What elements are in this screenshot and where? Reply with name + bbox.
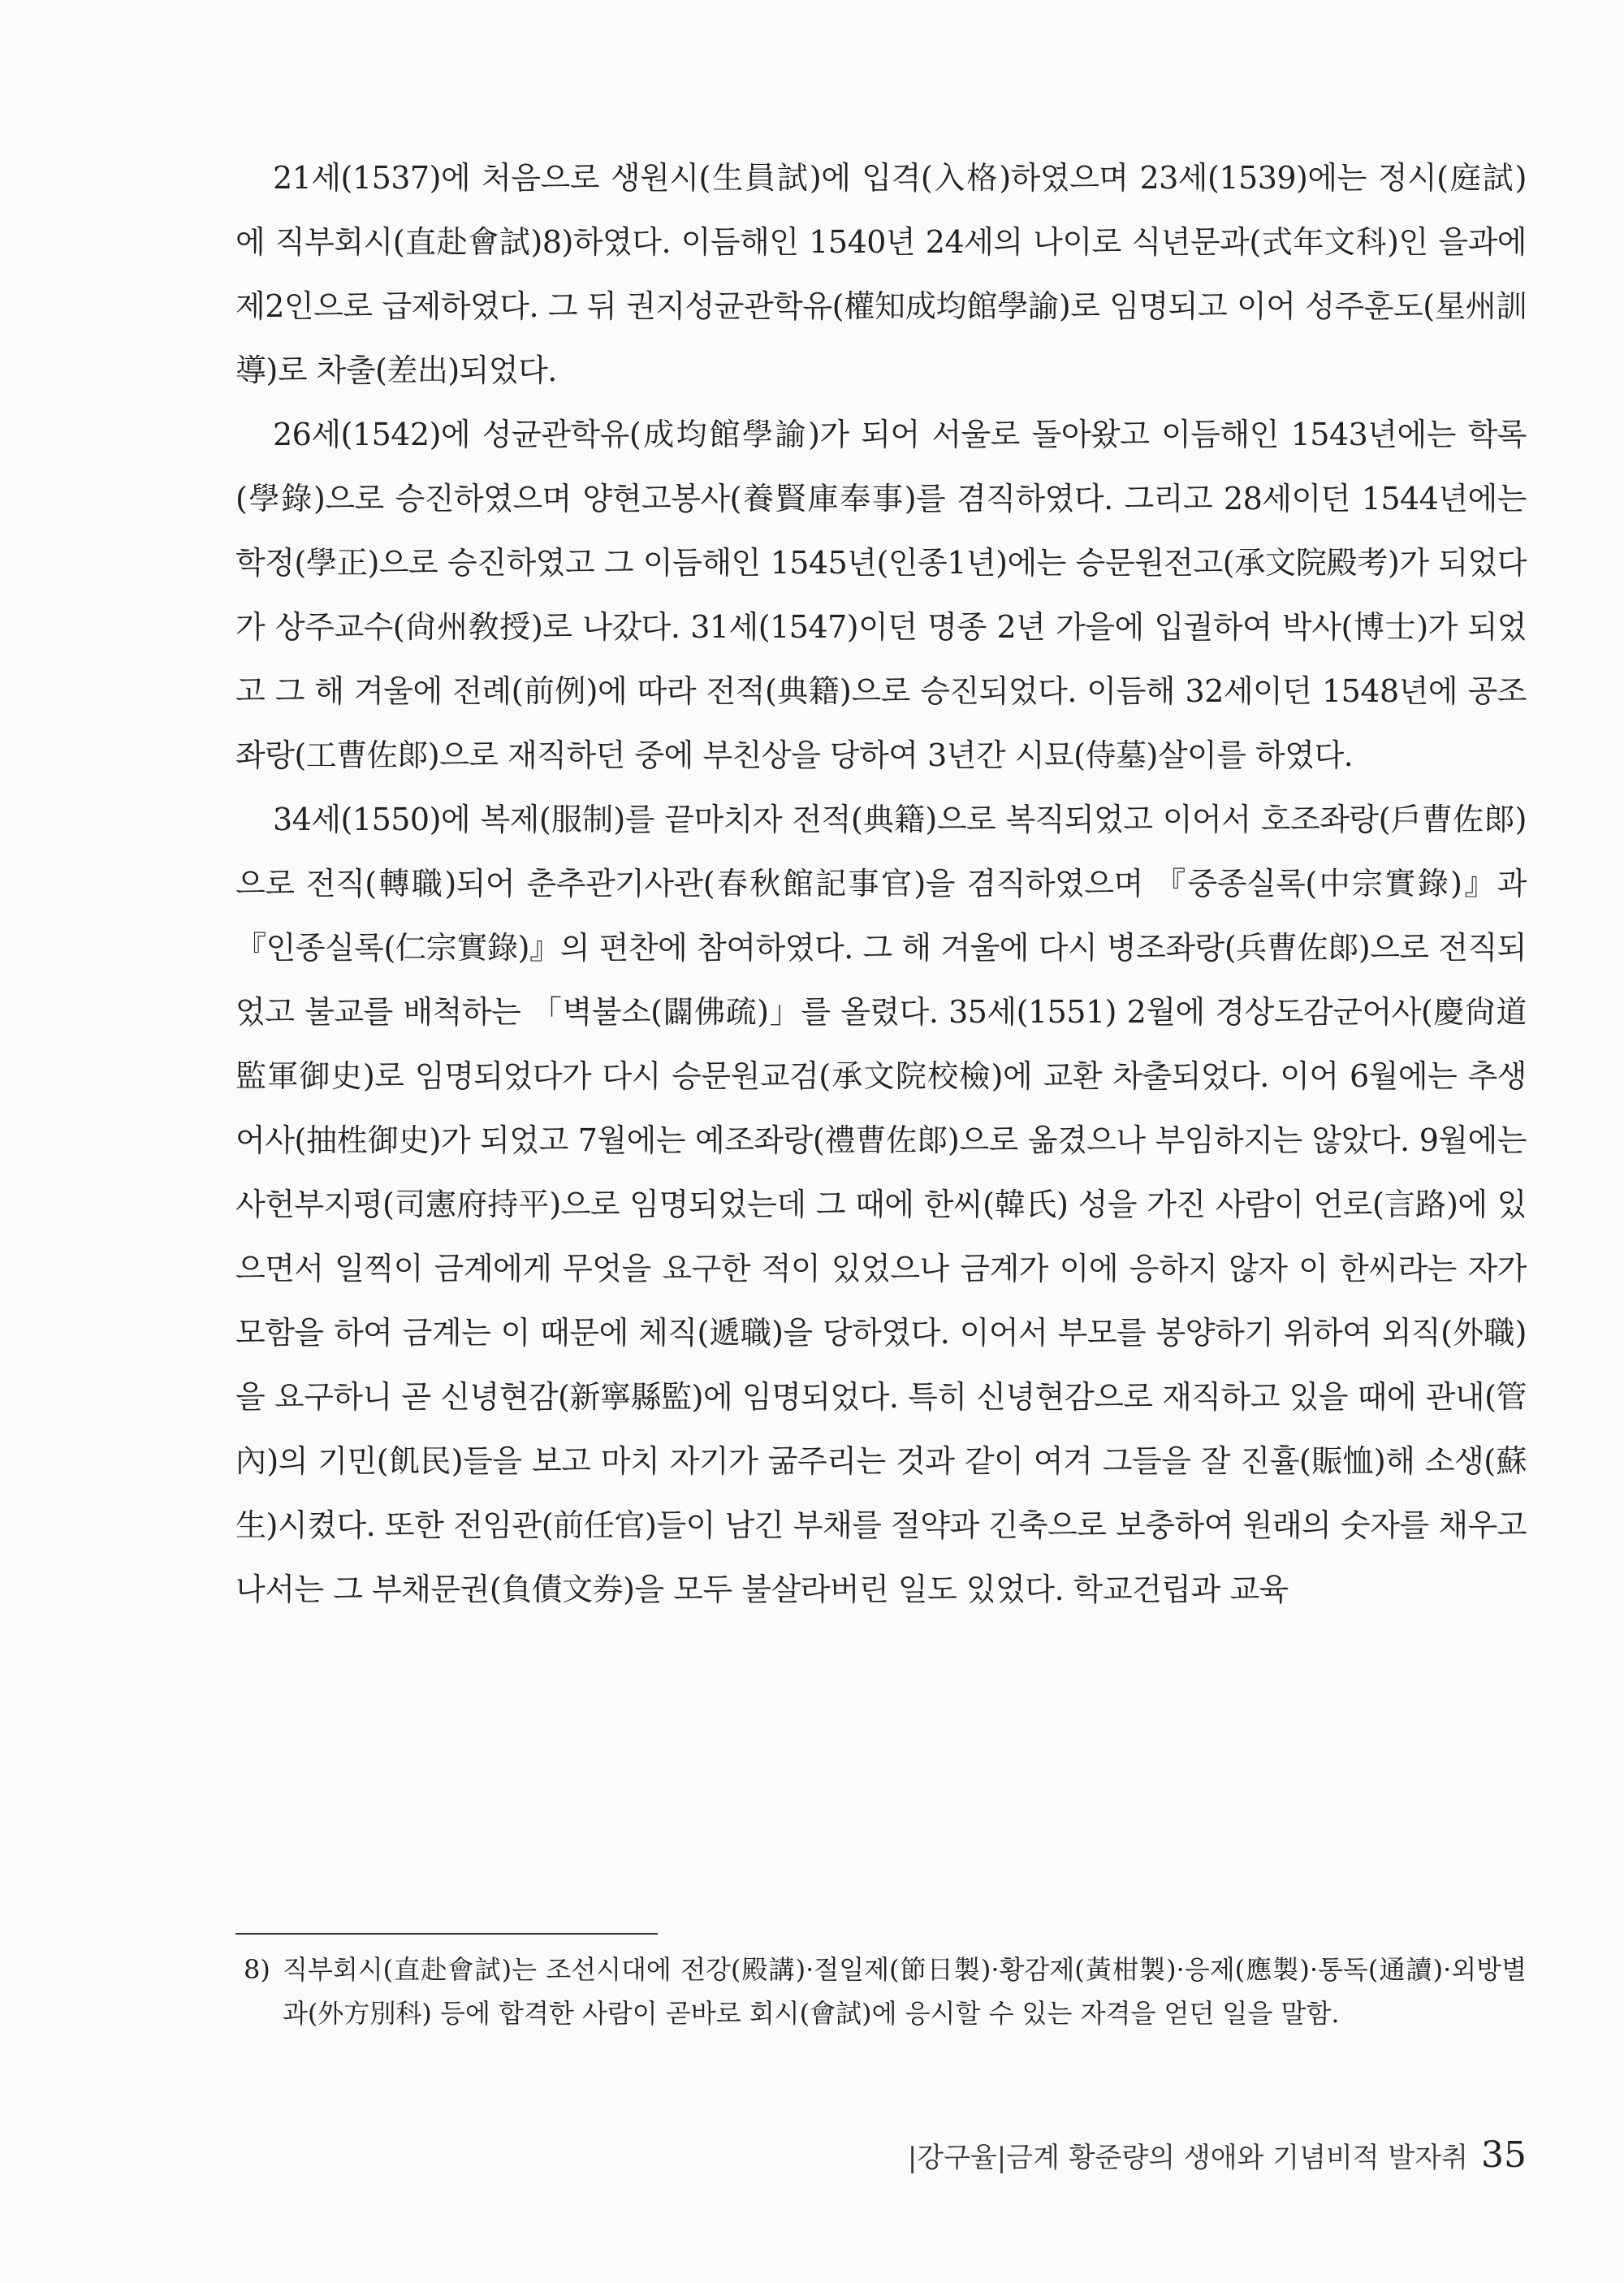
- footnote-number: 8): [244, 1954, 270, 1985]
- running-footer: [908, 2134, 1527, 2176]
- running-title: |강구율|금계 황준량의 생애와 기념비적 발자취: [907, 2142, 1468, 2174]
- footnote-8: [244, 1948, 1527, 2035]
- page-number: 35: [1481, 2134, 1527, 2176]
- paragraph-1: 21세(1537)에 처음으로 생원시(生員試)에 입격(入格)하였으며 23세(1539)에는 정시(庭試)에 직부회시(直赴會試)8)하였다. 이듬해인 1540년 24세의 나이로 식년문과(式年文科)인 을과에 제2인으로 급제하였다. 그 뒤 권지성균관학유(權知成均館學諭)로 임명되고 이어 성주훈도(星州訓導)로 차출(差出)되었다.: [235, 160, 1527, 388]
- footnote-text: 직부회시(直赴會試)는 조선시대에 전강(殿講)·절일제(節日製)·황감제(黃柑製)·응제(應製)·통독(通讀)·외방별과(外方別科) 등에 합격한 사람이 곧바로 회시(會試)에 응시할 수 있는 자격을 얻던 일을 말함.: [283, 1954, 1527, 2029]
- footnote-divider: [235, 1933, 658, 1935]
- paragraph-3: 34세(1550)에 복제(服制)를 끝마치자 전적(典籍)으로 복직되었고 이어서 호조좌랑(戶曹佐郞)으로 전직(轉職)되어 춘추관기사관(春秋館記事官)을 겸직하였으며 『중종실록(中宗實錄)』과 『인종실록(仁宗實錄)』의 편찬에 참여하였다. 그 해 겨울에 다시 병조좌랑(兵曹佐郞)으로 전직되었고 불교를 배척하는 「벽불소(闢佛疏)」를 올렸다. 35세(1551) 2월에 경상도감군어사(慶尙道監軍御史)로 임명되었다가 다시 승문원교검(承文院校檢)에 교환 차출되었다. 이어 6월에는 추생어사(抽栍御史)가 되었고 7월에는 예조좌랑(禮曹佐郞)으로 옮겼으나 부임하지는 않았다. 9월에는 사헌부지평(司憲府持平)으로 임명되었는데 그 때에 한씨(韓氏) 성을 가진 사람이 언로(言路)에 있으면서 일찍이 금계에게 무엇을 요구한 적이 있었으나 금계가 이에 응하지 않자 이 한씨라는 자가 모함을 하여 금계는 이 때문에 체직(遞職)을 당하였다. 이어서 부모를 봉양하기 위하여 외직(外職)을 요구하니 곧 신녕현감(新寧縣監)에 임명되었다. 특히 신녕현감으로 재직하고 있을 때에 관내(管內)의 기민(飢民)들을 보고 마치 자기가 굶주리는 것과 같이 여겨 그들을 잘 진휼(賑恤)해 소생(蘇生)시켰다. 또한 전임관(前任官)들이 남긴 부채를 절약과 긴축으로 보충하여 원래의 숫자를 채우고 나서는 그 부채문권(負債文券)을 모두 불살라버린 일도 있었다. 학교건립과 교육: [235, 802, 1527, 1607]
- paragraph-2: 26세(1542)에 성균관학유(成均館學諭)가 되어 서울로 돌아왔고 이듬해인 1543년에는 학록(學錄)으로 승진하였으며 양현고봉사(養賢庫奉事)를 겸직하였다. 그리고 28세이던 1544년에는 학정(學正)으로 승진하였고 그 이듬해인 1545년(인종1년)에는 승문원전고(承文院殿考)가 되었다가 상주교수(尙州敎授)로 나갔다. 31세(1547)이던 명종 2년 가을에 입궐하여 박사(博士)가 되었고 그 해 겨울에 전례(前例)에 따라 전적(典籍)으로 승진되었다. 이듬해 32세이던 1548년에 공조좌랑(工曹佐郞)으로 재직하던 중에 부친상을 당하여 3년간 시묘(侍墓)살이를 하였다.: [235, 417, 1527, 773]
- body-text: [235, 146, 1527, 1622]
